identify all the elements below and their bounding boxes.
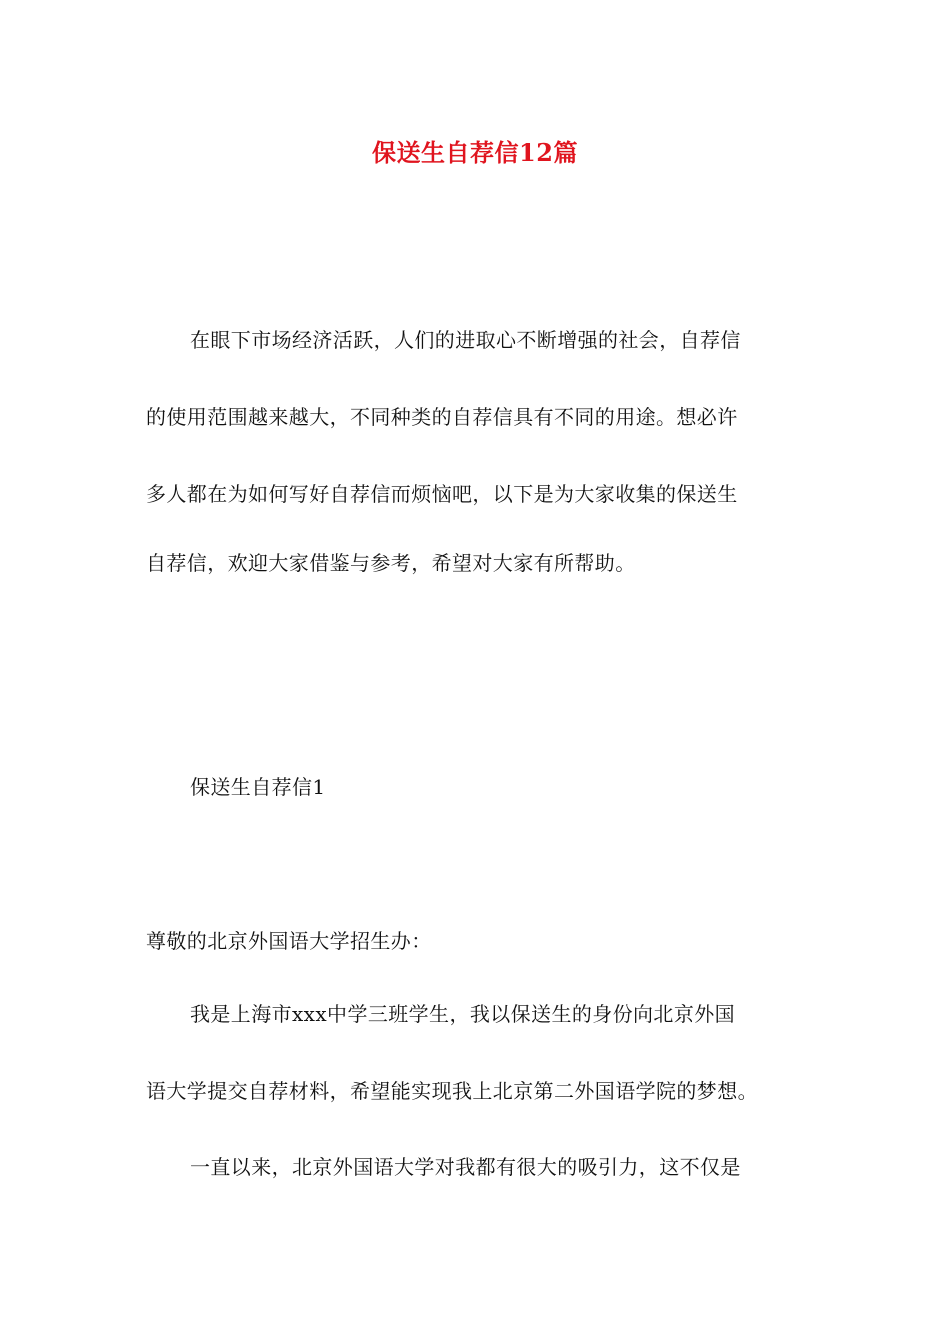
document-title: 保送生自荐信12篇 xyxy=(372,138,578,167)
body-line: 我是上海市xxx中学三班学生，我以保送生的身份向北京外国 xyxy=(190,1002,736,1026)
section-heading: 保送生自荐信1 xyxy=(190,775,326,799)
body-line: 语大学提交自荐材料，希望能实现我上北京第二外国语学院的梦想。 xyxy=(146,1079,758,1103)
intro-line: 的使用范围越来越大，不同种类的自荐信具有不同的用途。想必许 xyxy=(146,405,738,429)
intro-line: 在眼下市场经济活跃，人们的进取心不断增强的社会，自荐信 xyxy=(190,328,741,352)
salutation: 尊敬的北京外国语大学招生办： xyxy=(146,929,432,953)
intro-line: 自荐信，欢迎大家借鉴与参考，希望对大家有所帮助。 xyxy=(146,551,636,575)
body-line: 一直以来，北京外国语大学对我都有很大的吸引力，这不仅是 xyxy=(190,1155,741,1179)
intro-line: 多人都在为如何写好自荐信而烦恼吧，以下是为大家收集的保送生 xyxy=(146,482,738,506)
